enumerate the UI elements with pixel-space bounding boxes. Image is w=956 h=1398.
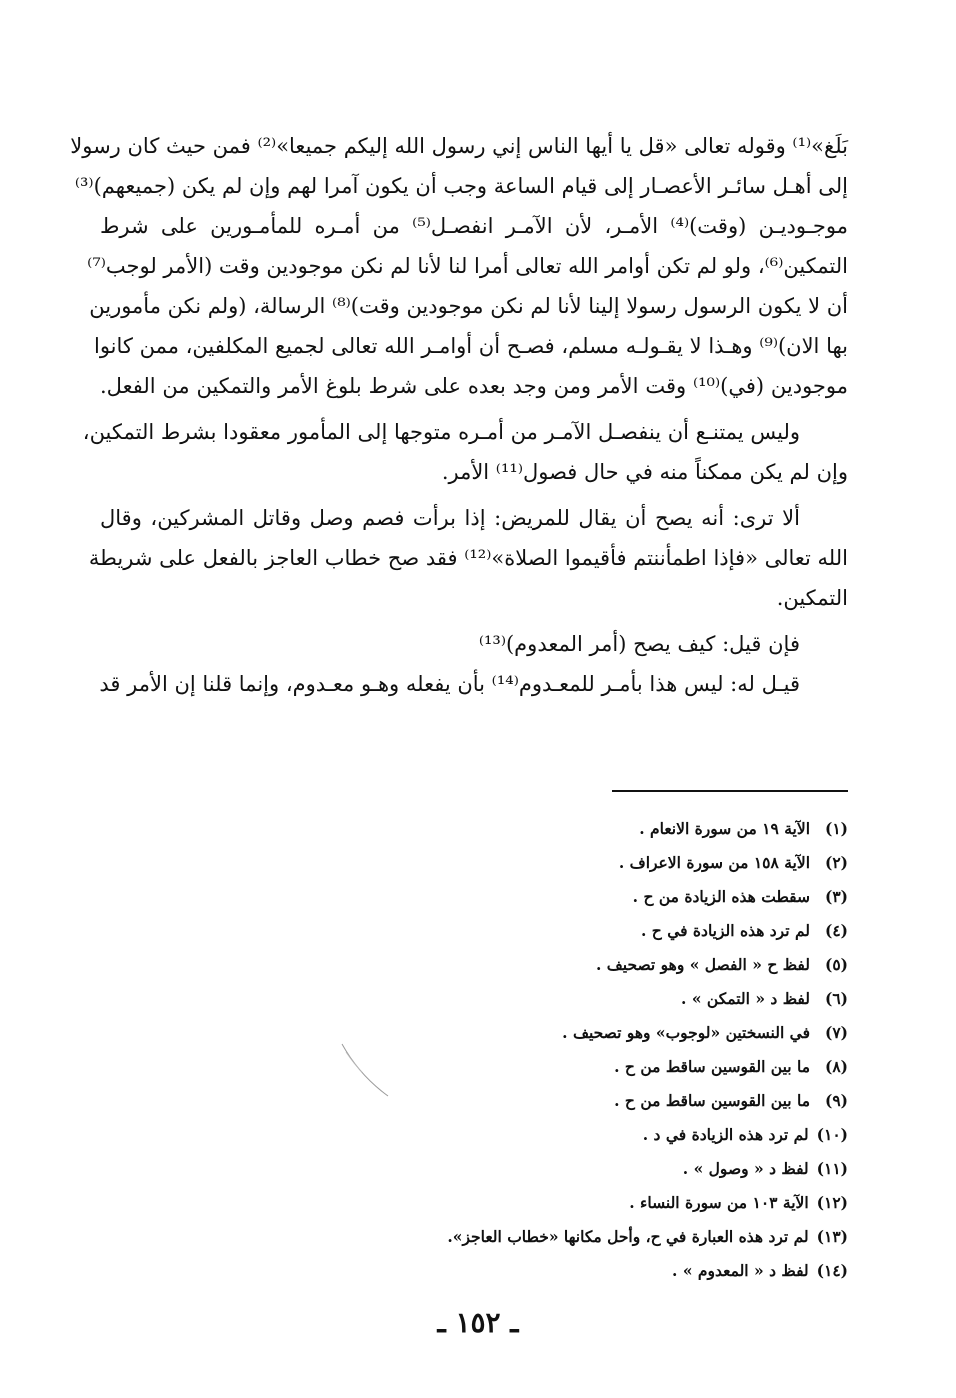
footnote-text: ما بين القوسين ساقط من ح . (614, 1057, 810, 1076)
footnote-number: (٩) (824, 1091, 848, 1110)
footnote-number: (٨) (824, 1057, 848, 1076)
footnote-text: لم ترد هذه العبارة في ح، وأحل مكانها «خطاب العاجز». (447, 1227, 809, 1246)
footnote-number: (٢) (824, 853, 848, 872)
page-number: ـ ١٥٢ ـ (437, 1306, 519, 1339)
footnote-number: (١) (824, 819, 848, 838)
text-line: بَلَغ»⁽¹⁾ وقوله تعالى «قل يا أيها الناس إني رسول الله إليكم جميعا»⁽²⁾ فمن حيث كان رسولا (70, 134, 848, 158)
text-line: وليس يمتنـع أن ينفصـل الآمـر من أمـره متوجها إلى المأمور معقودا بشرط التمكين، (82, 420, 800, 444)
footnote-text: لفظ د « المعدوم » . (672, 1261, 809, 1280)
footnote-number: (٣) (824, 887, 848, 906)
text-line: إلى أهـل سائـر الأعصـار إلى قيام الساعة وجب أن يكون آمرا لهم وإن لم يكن (جميعهم)⁽³⁾ (74, 174, 848, 198)
footnote-item (288, 1254, 848, 1288)
footnote-item (288, 1220, 848, 1254)
footnote-number: (١٤) (816, 1261, 848, 1280)
footnote-item (288, 880, 848, 914)
text-line: فإن قيل: كيف يصح (أمر المعدوم)⁽¹³⁾ (478, 632, 800, 656)
footnote-number: (٧) (824, 1023, 848, 1042)
footnote-item (288, 1152, 848, 1186)
footnote-text: الآية ١٥٨ من سورة الاعراف . (618, 853, 810, 872)
footnote-item (288, 812, 848, 846)
text-line: أن لا يكون الرسول رسولا إلينا لأنا لم نكن موجودين وقت)⁽⁸⁾ الرسالة، (ولم نكن مأمورين (89, 294, 848, 318)
footnote-text: لم ترد هذه الزيادة في د . (642, 1125, 809, 1144)
footnote-text: لفظ د « التمكن » . (681, 989, 810, 1008)
text-line: موجودين (في)⁽¹⁰⁾ وقت الأمر ومن وجد بعده على شرط بلوغ الأمر والتمكين من الفعل. (100, 374, 848, 398)
text-line: بها الان)⁽⁹⁾ وهـذا لا يقـولـه مسلم، فصـح أن أوامـر الله تعالى لجميع المكلفين، ممن كانوا (94, 334, 848, 358)
footnote-text: لفظ د « وصول » . (682, 1159, 809, 1178)
text-line: موجـوديـن (وقت)⁽⁴⁾ الأمـر، لأن الآمـر انفصـل⁽⁵⁾ من أمـره للمأمـورين على شرط (100, 214, 848, 238)
footnote-number: (١١) (816, 1159, 848, 1178)
footnote-text: لم ترد هذه الزيادة في ح . (641, 921, 810, 940)
footnote-item (288, 948, 848, 982)
footnote-text: سقطت هذه الزيادة من ح . (632, 887, 810, 906)
footnote-item (288, 914, 848, 948)
footnote-number: (٥) (824, 955, 848, 974)
main-text (70, 126, 848, 704)
footnote-number: (٤) (824, 921, 848, 940)
footnote-text: الآية ١٩ من سورة الانعام . (639, 819, 810, 838)
footnote-number: (١٣) (816, 1227, 848, 1246)
footnote-item (288, 982, 848, 1016)
footnote-number: (١٢) (816, 1193, 848, 1212)
footnote-text: ما بين القوسين ساقط من ح . (614, 1091, 810, 1110)
footnote-item (288, 1118, 848, 1152)
scan-artifact-mark (340, 1040, 390, 1100)
text-line: الله تعالى «فإذا اطمأننتم فأقيموا الصلاة»⁽¹²⁾ فقد صح خطاب العاجز بالفعل على شريطة (88, 546, 848, 570)
footnote-item (288, 846, 848, 880)
text-line: التمكين. (776, 586, 848, 610)
footnote-item (288, 1186, 848, 1220)
footnote-number: (١٠) (816, 1125, 848, 1144)
text-line: وإن لم يكن ممكناً منه في حال فصول⁽¹¹⁾ الأمر. (441, 460, 848, 484)
text-line: ألا ترى: أنه يصح أن يقال للمريض: إذا برأت فصم وصل وقاتل المشركين، وقال (100, 506, 800, 530)
footnote-separator (612, 790, 848, 792)
footnote-text: الآية ١٠٣ من سورة النساء . (629, 1193, 809, 1212)
footnote-text: لفظ ح « الفصل » وهو تصحيف . (595, 955, 810, 974)
text-line: قيـل له: ليس هذا بأمـر للمعـدوم⁽¹⁴⁾ بأن يفعله وهـو معـدوم، وإنما قلنا إن الأمر قد (99, 672, 800, 696)
text-line: التمكين⁽⁶⁾، ولو لم تكن أوامر الله تعالى أمرا لنا لأنا لم نكن موجودين وقت (الأمر لوجب⁽⁷⁾ (87, 254, 848, 278)
footnote-number: (٦) (824, 989, 848, 1008)
footnote-text: في النسختين «لوجوب» وهو تصحيف . (562, 1023, 810, 1042)
